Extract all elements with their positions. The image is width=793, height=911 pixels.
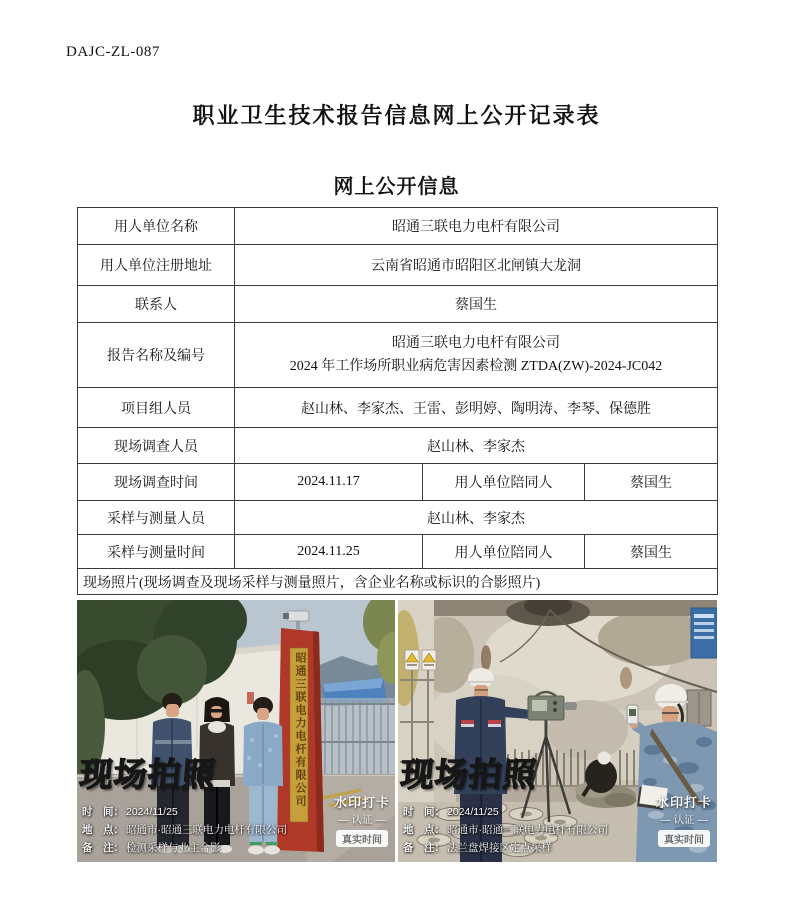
row-label: 项目组人员 [78,388,235,428]
row-value [235,323,718,388]
row-report [78,323,718,388]
watermark-note: 备 注： 法兰盘焊接区定点采样 [403,842,552,854]
row-sampling-time [78,535,718,569]
row-unit-address [78,245,718,286]
watermark-time: 时 间： 2024/11/25 [82,806,178,818]
row-value: 昭通三联电力电杆有限公司 [235,208,718,245]
row-label-2: 用人单位陪同人 [423,464,585,501]
row-value: 蔡国生 [235,286,718,323]
row-survey-time [78,464,718,501]
site-photos [77,600,718,862]
real-time-badge: 真实时间 [658,830,710,847]
row-value-2: 蔡国生 [585,535,718,569]
row-label: 采样与测量人员 [78,501,235,535]
row-value: 赵山林、李家杰 [235,428,718,464]
photo-watermark [398,600,717,862]
row-value: 云南省昭通市昭阳区北闸镇大龙洞 [235,245,718,286]
row-label: 现场调查时间 [78,464,235,501]
gate-sign-text: 昭通三联电力电杆有限公司 [294,652,306,808]
row-label: 用人单位名称 [78,208,235,245]
row-team [78,388,718,428]
row-label: 现场调查人员 [78,428,235,464]
row-label: 联系人 [78,286,235,323]
watermark-place: 地 点： 昭通市·昭通三联电力电杆有限公司 [82,824,287,836]
row-survey-staff [78,428,718,464]
photo-watermark [77,600,395,862]
page-title: 职业卫生技术报告信息网上公开记录表 [192,103,601,128]
row-value: 赵山林、李家杰、王雷、彭明婷、陶明涛、李琴、保德胜 [235,388,718,428]
row-contact [78,286,718,323]
watermark-time: 时 间： 2024/11/25 [403,806,499,818]
row-value-2: 蔡国生 [585,464,718,501]
watermark-stamp: 水印打卡 — 认证 — 真实时间 [655,795,712,846]
watermark-title: 现场拍照 [399,756,539,793]
photos-caption: 现场照片(现场调查及现场采样与测量照片，含企业名称或标识的合影照片) [78,569,718,595]
row-label: 采样与测量时间 [78,535,235,569]
row-label-2: 用人单位陪同人 [423,535,585,569]
page-subtitle: 网上公开信息 [333,176,460,198]
watermark-place: 地 点： 昭通市·昭通三联电力电杆有限公司 [403,824,608,836]
real-time-badge: 真实时间 [336,830,388,847]
row-sampling-staff [78,501,718,535]
report-number: 2024 年工作场所职业病危害因素检测 ZTDA(ZW)-2024-JC042 [289,359,663,374]
photo-sampling-site [398,600,717,862]
row-unit-name [78,208,718,245]
watermark-note: 备 注： 检测采样与业主合影 [82,842,221,854]
info-table [77,207,718,595]
watermark-title: 现场拍照 [78,756,218,793]
photo-gate-group [77,600,395,862]
watermark-stamp: 水印打卡 — 认证 — 真实时间 [333,795,390,846]
row-value: 2024.11.25 [235,535,423,569]
document-code: DAJC-ZL-087 [66,44,160,60]
row-photos-caption [78,569,718,595]
row-value: 赵山林、李家杰 [235,501,718,535]
row-label: 用人单位注册地址 [78,245,235,286]
row-label: 报告名称及编号 [78,323,235,388]
row-value: 2024.11.17 [235,464,423,501]
report-name: 昭通三联电力电杆有限公司 [392,335,560,351]
